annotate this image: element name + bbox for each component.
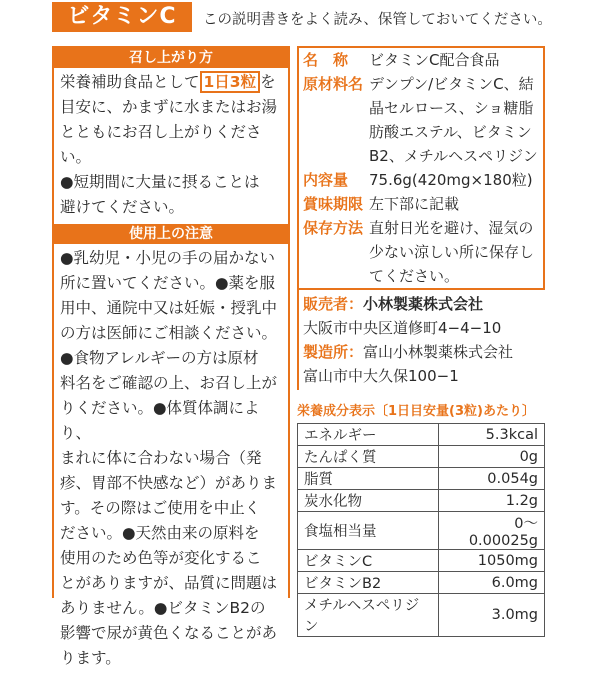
intake-text: を bbox=[260, 73, 276, 91]
spec-row bbox=[299, 192, 547, 216]
spec-key: 原材料名 bbox=[303, 75, 364, 93]
caution-line: 使用のため色等が変化するこ bbox=[60, 549, 262, 567]
intake-line bbox=[60, 70, 282, 95]
intake-line: 目安に、かまずに水またはお湯 bbox=[60, 98, 278, 116]
spec-box bbox=[297, 46, 545, 288]
header bbox=[0, 0, 598, 34]
seller-name: 小林製薬株式会社 bbox=[363, 295, 484, 313]
table-row bbox=[298, 446, 545, 468]
maker-key: 製造所： bbox=[303, 343, 364, 361]
table-row bbox=[298, 468, 545, 490]
maker-name: 富山小林製薬株式会社 bbox=[363, 343, 514, 361]
nutrient-name: エネルギー bbox=[298, 424, 439, 446]
intake-line: とともにお召し上がりください。 bbox=[60, 123, 262, 166]
caution-line: ださい。●天然由来の原料を bbox=[60, 524, 260, 542]
table-row bbox=[298, 424, 545, 446]
caution-line: まれに体に合わない場合（発 bbox=[60, 449, 262, 467]
nutrient-name: 炭水化物 bbox=[298, 490, 439, 512]
intake-body bbox=[54, 68, 288, 224]
nutrient-value: 3.0mg bbox=[439, 594, 545, 637]
caution-line: 用中、通院中又は妊娠・授乳中 bbox=[60, 299, 278, 317]
spec-value: 直射日光を避け、湿気の少ない涼しい所に保存してください。 bbox=[369, 219, 535, 285]
caution-line: ●食物アレルギーの方は原材 bbox=[60, 349, 259, 367]
spec-value: 左下部に記載 bbox=[369, 195, 460, 213]
nutrient-name: ビタミンC bbox=[298, 550, 439, 572]
caution-line: す。その際はご使用を中止く bbox=[60, 499, 261, 517]
nutrient-name: ビタミンB2 bbox=[298, 572, 439, 594]
spec-value: デンプン/ビタミンC、結晶セルロース、ショ糖脂肪酸エステル、ビタミンB2、メチルヘスペリジン bbox=[369, 75, 538, 165]
spec-key: 内容量 bbox=[303, 171, 349, 189]
spec-row bbox=[299, 72, 547, 168]
caution-body bbox=[54, 244, 288, 675]
caution-line: 疹、胃部不快感など）がありま bbox=[60, 474, 278, 492]
nutrient-name: 食塩相当量 bbox=[298, 512, 439, 550]
spec-value: ビタミンC配合食品 bbox=[369, 51, 500, 69]
nutrient-name: たんぱく質 bbox=[298, 446, 439, 468]
nutrition-table bbox=[297, 423, 545, 637]
spec-row bbox=[299, 168, 547, 192]
caution-line: ります。 bbox=[60, 649, 121, 667]
dosage-highlight: 1日3粒 bbox=[200, 71, 261, 93]
spec-key: 名 称 bbox=[303, 51, 349, 69]
spec-table bbox=[299, 48, 547, 288]
nutrient-value: 1050mg bbox=[439, 550, 545, 572]
caution-line: とがありますが、品質に問題は bbox=[60, 574, 278, 592]
notice-text: この説明書きをよく読み、保管しておいてください。 bbox=[203, 12, 552, 28]
maker-box bbox=[297, 288, 545, 390]
table-row bbox=[298, 490, 545, 512]
table-row bbox=[298, 594, 545, 637]
maker-line bbox=[303, 340, 545, 364]
nutrient-value: 0.054g bbox=[439, 468, 545, 490]
spec-row bbox=[299, 216, 547, 288]
nutrition-title: 栄養成分表示〔1日目安量(3粒)あたり〕 bbox=[297, 404, 535, 419]
seller-line bbox=[303, 292, 545, 316]
caution-line: の方は医師にご相談ください。 bbox=[60, 324, 278, 342]
spec-value: 75.6g(420mg×180粒) bbox=[369, 171, 533, 189]
intake-line: ●短期間に大量に摂ることは bbox=[60, 173, 260, 191]
caution-heading: 使用上の注意 bbox=[54, 224, 288, 244]
nutrient-value: 1.2g bbox=[439, 490, 545, 512]
nutrient-value: 6.0mg bbox=[439, 572, 545, 594]
nutrient-value: 0g bbox=[439, 446, 545, 468]
nutrient-name: メチルヘスペリジン bbox=[298, 594, 439, 637]
caution-line: りください。●体質体調により、 bbox=[60, 399, 260, 442]
spec-key: 保存方法 bbox=[303, 219, 364, 237]
nutrient-value: 5.3kcal bbox=[439, 424, 545, 446]
nutrient-name: 脂質 bbox=[298, 468, 439, 490]
caution-line: 影響で尿が黄色くなることがあ bbox=[60, 624, 278, 642]
caution-line: 料名をご確認の上、お召し上が bbox=[60, 374, 278, 392]
table-row bbox=[298, 572, 545, 594]
nutrient-value: 0〜0.00025g bbox=[439, 512, 545, 550]
usage-panel bbox=[52, 46, 290, 667]
spec-row bbox=[299, 48, 547, 72]
intake-heading: 召し上がり方 bbox=[54, 48, 288, 68]
intake-line: 避けてください。 bbox=[60, 198, 185, 216]
caution-line: 所に置いてください。●薬を服 bbox=[60, 274, 276, 292]
table-row bbox=[298, 550, 545, 572]
caution-line: ありません。●ビタミンB2の bbox=[60, 599, 266, 617]
maker-address: 富山市中大久保100−1 bbox=[303, 367, 459, 385]
seller-address: 大阪市中央区道修町4−4−10 bbox=[303, 319, 502, 337]
caution-line: ●乳幼児・小児の手の届かない bbox=[60, 249, 276, 267]
intake-text: 栄養補助食品として bbox=[60, 73, 200, 91]
spec-key: 賞味期限 bbox=[303, 195, 364, 213]
info-panel bbox=[297, 46, 545, 637]
seller-key: 販売者： bbox=[303, 295, 364, 313]
product-title: ビタミンC bbox=[52, 2, 192, 32]
table-row bbox=[298, 512, 545, 550]
